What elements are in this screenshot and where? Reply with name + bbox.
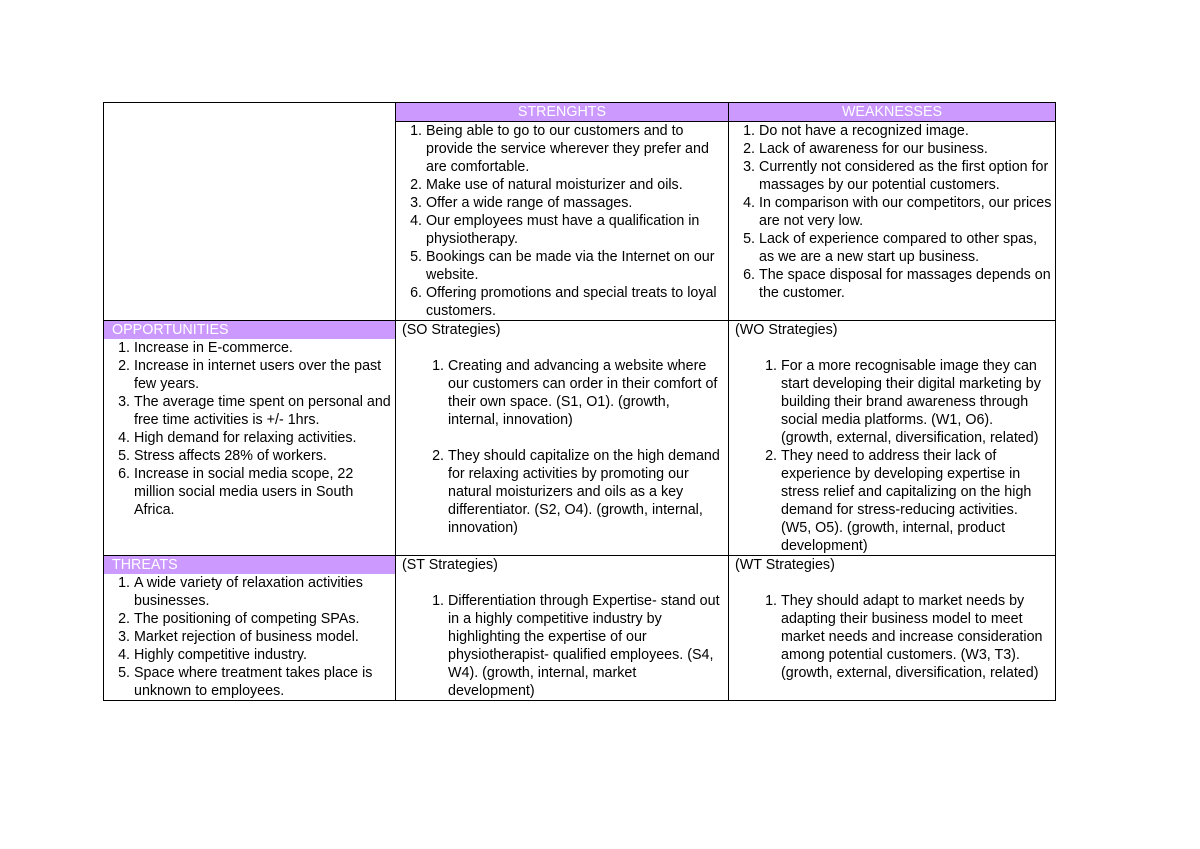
header-row (104, 103, 1056, 122)
threats-cell (104, 556, 396, 701)
st-strategies-cell (396, 556, 729, 701)
strengths-header: STRENGHTS (396, 103, 729, 122)
threat-item: 1. A wide variety of relaxation activities businesses. (134, 574, 395, 610)
wo-strategies-cell (729, 321, 1056, 556)
threats-list (104, 574, 395, 700)
wt-strategies-title: (WT Strategies) (735, 557, 835, 573)
threat-item: 2. The positioning of competing SPAs. (134, 610, 395, 628)
threats-row (104, 556, 1056, 701)
strength-item: 3. Offer a wide range of massages. (426, 194, 728, 212)
so-strategies-cell (396, 321, 729, 556)
opportunity-item: 4. High demand for relaxing activities. (134, 429, 395, 447)
opportunities-list (104, 339, 395, 519)
strength-item: 4. Our employees must have a qualification in physiotherapy. (426, 212, 728, 248)
weakness-item: 3. Currently not considered as the first option for massages by our potential customers. (759, 158, 1055, 194)
opportunity-item: 6. Increase in social media scope, 22 million social media users in South Africa. (134, 465, 395, 519)
so-strategies-title: (SO Strategies) (402, 322, 501, 338)
opportunities-row (104, 321, 1056, 556)
strengths-cell (396, 122, 729, 321)
threats-header: THREATS (104, 556, 395, 574)
swot-matrix (103, 102, 1056, 701)
threat-item: 5. Space where treatment takes place is unknown to employees. (134, 664, 395, 700)
so-strategy-item: 1. Creating and advancing a website where our customers can order in their comfort of their own space. (S1, O1). (growth, internal, innovation) (448, 357, 720, 429)
wt-strategy-item: 1. They should adapt to market needs by adapting their business model to meet market needs and increase consideration among potential customers. (W3, T3). (growth, external, diversification, related) (781, 592, 1047, 682)
weakness-item: 2. Lack of awareness for our business. (759, 140, 1055, 158)
wo-strategy-item: 1. For a more recognisable image they can start developing their digital marketing by building their brand awareness through social media platforms. (W1, O6). (growth, external, diversification, related) (781, 357, 1047, 447)
threat-item: 4. Highly competitive industry. (134, 646, 395, 664)
weakness-item: 4. In comparison with our competitors, our prices are not very low. (759, 194, 1055, 230)
weakness-item: 5. Lack of experience compared to other spas, as we are a new start up business. (759, 230, 1055, 266)
weakness-item: 6. The space disposal for massages depends on the customer. (759, 266, 1055, 302)
st-strategies-title: (ST Strategies) (402, 557, 498, 573)
wt-strategies-list (729, 592, 1055, 682)
weaknesses-header: WEAKNESSES (729, 103, 1056, 122)
wo-strategies-title: (WO Strategies) (735, 322, 838, 338)
so-strategies-list (396, 357, 728, 537)
opportunities-header: OPPORTUNITIES (104, 321, 395, 339)
opportunity-item: 5. Stress affects 28% of workers. (134, 447, 395, 465)
empty-corner-cell (104, 103, 396, 321)
weaknesses-list (729, 122, 1055, 302)
wt-strategies-cell (729, 556, 1056, 701)
strengths-list (396, 122, 728, 320)
opportunity-item: 1. Increase in E-commerce. (134, 339, 395, 357)
opportunity-item: 3. The average time spent on personal and free time activities is +/- 1hrs. (134, 393, 395, 429)
strength-item: 6. Offering promotions and special treats to loyal customers. (426, 284, 728, 320)
strength-item: 1. Being able to go to our customers and to provide the service wherever they prefer and are comfortable. (426, 122, 728, 176)
st-strategies-list (396, 592, 728, 700)
so-strategy-item: 2. They should capitalize on the high demand for relaxing activities by promoting our natural moisturizers and oils as a key differentiator. (S2, O4). (growth, internal, innovation) (448, 447, 720, 537)
weaknesses-cell (729, 122, 1056, 321)
strength-item: 2. Make use of natural moisturizer and oils. (426, 176, 728, 194)
st-strategy-item: 1. Differentiation through Expertise- stand out in a highly competitive industry by highlighting the expertise of our physiotherapist- qualified employees. (S4, W4). (growth, internal, market development) (448, 592, 720, 700)
strength-item: 5. Bookings can be made via the Internet on our website. (426, 248, 728, 284)
weakness-item: 1. Do not have a recognized image. (759, 122, 1055, 140)
wo-strategies-list (729, 357, 1055, 555)
opportunities-cell (104, 321, 396, 556)
threat-item: 3. Market rejection of business model. (134, 628, 395, 646)
opportunity-item: 2. Increase in internet users over the past few years. (134, 357, 395, 393)
wo-strategy-item: 2. They need to address their lack of experience by developing expertise in stress relief and capitalizing on the high demand for stress-reducing activities. (W5, O5). (growth, internal, product development) (781, 447, 1047, 555)
